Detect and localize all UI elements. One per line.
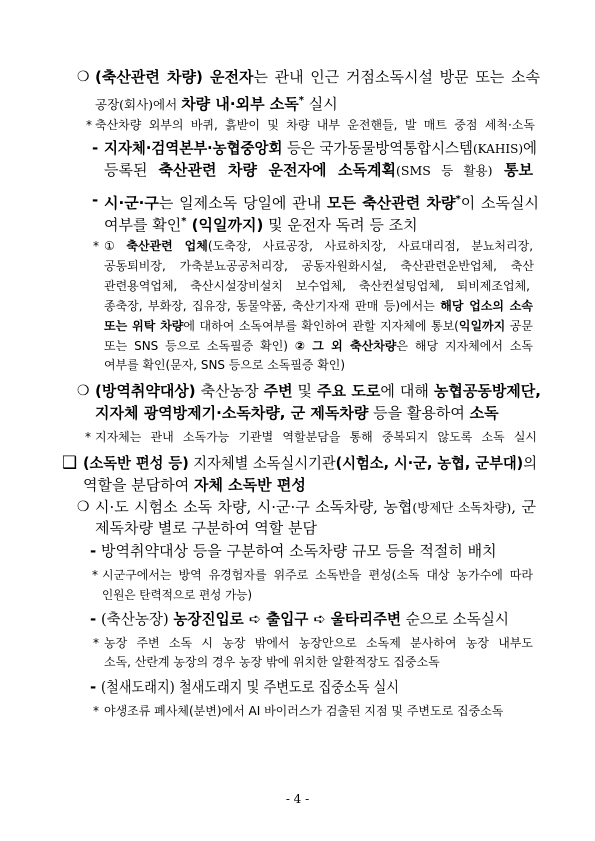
kahis-notice-line-1	[92, 138, 537, 158]
line-text: 축산농장	[195, 382, 264, 400]
line-text: 등은 국가동물방역통합시스템	[282, 139, 473, 157]
team-formation-heading-line-2	[83, 475, 369, 495]
team-staffing-note-line-2	[102, 586, 252, 604]
square-bullet-icon: ❑	[62, 453, 78, 473]
note-text: 여부를 확인(문자, SNS 등으로 소독필증 확인)	[104, 358, 345, 372]
note-text: 공동퇴비장, 가축분뇨공공처리장, 공동자원화시설, 축산관련운반업체, 축산	[104, 259, 534, 273]
note-text: 관련용역업체, 축산시설장비설치 보수업체, 축산컨설팅업체, 퇴비제조업체,	[104, 279, 530, 293]
emphasis-text: 통보	[492, 161, 533, 179]
note-text: 지자체는 관내 소독가능 기관별 역할분담을 통해 중복되지 않도록 소독 실시	[95, 430, 537, 444]
line-text: 공장(회사)에서	[95, 97, 182, 112]
note-asterisk-icon: *	[86, 118, 92, 132]
dash-bullet-icon: -	[92, 139, 99, 157]
line-text: 는 일제소독 당일에 관내	[158, 194, 328, 212]
line-text: 지자체별 소독실시기관	[188, 454, 336, 472]
line-text: (철새도래지) 철새도래지 및 주변도로 집중소독 실시	[101, 678, 399, 696]
circle-bullet-icon: ❍	[77, 499, 90, 515]
emphasis-text: 모든 축산관련 차량	[327, 194, 456, 212]
emphasis-text: (익일까지)	[186, 216, 264, 234]
line-text: (SMS 등 활용)	[396, 163, 493, 178]
note-text: 야생조류 폐사체(분변)에서 AI 바이러스가 검출된 지점 및 주변도로 집중소독	[104, 704, 504, 718]
dash-bullet-icon: -	[90, 542, 97, 560]
circle-bullet-icon: ❍	[77, 69, 90, 85]
footnote-mark: *	[181, 216, 187, 227]
emphasis-text: 익일까지	[458, 319, 506, 333]
line-text: 등을 활용하여	[368, 404, 470, 422]
line-text: , 군	[511, 498, 536, 516]
note-asterisk-icon: *	[85, 430, 91, 444]
team-formation-heading-line-1	[62, 453, 537, 473]
role-sharing-note	[85, 428, 537, 446]
farm-disinfection-note-line-1	[93, 634, 533, 652]
note-text: 소독, 산란계 농장의 경우 농장 밖에 위치한 알환적장도 집중소독	[104, 655, 440, 669]
vehicle-driver-item-line-2	[95, 91, 363, 111]
vehicle-driver-item-line-1	[77, 67, 540, 87]
emphasis-text: 축산관련 차량 운전자에 소독계획	[158, 161, 396, 179]
line-text: 는 관내 인근 거점소독시설 방문 또는 소속	[253, 68, 540, 86]
emphasis-text: ② 그 외 축산차량	[294, 339, 397, 353]
business-check-note-line-1	[93, 237, 534, 255]
dash-bullet-icon: -	[90, 610, 97, 628]
line-text: 제독차량 별로 구분하여 역할 분담	[95, 519, 317, 537]
emphasis-text: 지자체·검역본부·농협중앙회	[104, 139, 283, 157]
note-asterisk-icon: *	[93, 704, 99, 718]
emphasis-text: 소독	[469, 404, 499, 422]
emphasis-text: 농협공동방제단,	[433, 382, 541, 400]
note-text: 은 해당 지자체에서 소독	[396, 339, 533, 353]
emphasis-text: 주변	[263, 382, 293, 400]
emphasis-text: 농장진입로 ➪ 출입구 ➪ 울타리주변	[173, 610, 402, 628]
farm-disinfection-item	[90, 609, 509, 629]
dash-bullet-icon: -	[92, 191, 99, 209]
line-text: 역할을 분담하여	[83, 476, 194, 494]
page-number: - 4 -	[285, 792, 310, 806]
emphasis-text: 차량 내·외부 소독	[181, 95, 299, 113]
emphasis-text: 지자체 광역방제기·소독차량, 군 제독차량	[95, 404, 369, 422]
line-text: 순으로 소독실시	[401, 610, 509, 628]
line-text: 이 소독실시	[460, 194, 539, 212]
emphasis-text: (시험소, 시·군, 농협, 군부대)	[335, 454, 524, 472]
emphasis-text: 시·군·구	[104, 194, 159, 212]
emphasis-text: 자체 소독반 편성	[193, 476, 306, 494]
line-text: (축산농장)	[101, 610, 174, 628]
migratory-bird-site-item	[90, 677, 399, 697]
emphasis-text: 축산관련 업체	[126, 239, 208, 253]
line-text: 시·도 시험소 소독 차량, 시·군·구 소독차량, 농협	[95, 498, 413, 516]
note-asterisk-icon: *	[92, 568, 98, 582]
note-asterisk-icon: *	[93, 636, 99, 650]
line-text: (KAHIS)	[472, 141, 524, 156]
team-staffing-note-line-1	[92, 566, 533, 584]
emphasis-text: (축산관련 차량) 운전자	[95, 68, 254, 86]
farm-disinfection-note-line-2	[104, 653, 503, 671]
local-gov-check-line-2	[104, 212, 445, 232]
line-text: 에 대해	[380, 382, 434, 400]
footnote-mark: *	[455, 194, 461, 205]
note-text: 종축장, 부화장, 집유장, 동물약품, 축산기자재 판매 등)에서는	[104, 299, 441, 313]
note-text: 또는 SNS 등으로 소독필증 확인)	[104, 339, 295, 353]
line-text: 여부를 확인	[104, 216, 182, 234]
line-text: 에	[523, 139, 537, 157]
line-text: 및 운전자 독려 등 조치	[263, 216, 418, 234]
dash-bullet-icon: -	[90, 678, 97, 696]
note-text: 에 대하여 소독여부를 확인하여 관할 지자체에 통보(	[183, 319, 459, 333]
note-text: 시군구에서는 방역 유경험자를 위주로 소독반을 편성(소독 대상 농가수에 따라	[102, 568, 533, 582]
emphasis-text: 주요 도로	[317, 382, 381, 400]
emphasis-text: 해당 업소의 소속	[440, 299, 533, 313]
local-gov-check-line-1	[92, 190, 539, 212]
business-check-note-line-5	[104, 317, 533, 335]
migratory-bird-site-note	[93, 702, 513, 720]
line-text: (방제단 소독차량)	[412, 500, 512, 515]
emphasis-text: (방역취약대상)	[95, 382, 196, 400]
footnote-mark: *	[298, 95, 304, 106]
note-text: ①	[104, 239, 127, 253]
vehicle-placement-item	[90, 541, 512, 561]
business-check-note-line-6	[104, 337, 533, 355]
vulnerable-area-item-line-2	[95, 403, 520, 423]
circle-bullet-icon: ❍	[77, 383, 90, 399]
line-text: 의	[523, 454, 537, 472]
line-text: 실시	[304, 95, 338, 113]
business-check-note-line-3	[104, 277, 530, 295]
business-check-note-line-7	[104, 356, 345, 374]
line-text: 방역취약대상 등을 구분하여 소독차량 규모 등을 적절히 배치	[101, 542, 497, 560]
emphasis-text: 또는 위탁 차량	[104, 319, 184, 333]
vulnerable-area-item-line-1	[77, 381, 541, 401]
kahis-notice-line-2	[104, 160, 533, 180]
business-check-note-line-4	[104, 297, 533, 315]
vehicle-disinfection-note	[86, 116, 535, 134]
note-text: 공문	[505, 319, 533, 333]
note-asterisk-icon: *	[93, 239, 99, 253]
business-check-note-line-2	[104, 257, 534, 275]
note-text: 농장 주변 소독 시 농장 밖에서 농장안으로 소독제 분사하여 농장 내부도	[104, 636, 533, 650]
note-text: (도축장, 사료공장, 사료하치장, 사료대리점, 분뇨처리장,	[207, 239, 534, 253]
emphasis-text: (소독반 편성 등)	[83, 454, 189, 472]
note-text: 인원은 탄력적으로 편성 가능)	[102, 588, 252, 602]
note-text: 축산차량 외부의 바퀴, 흙받이 및 차량 내부 운전핸들, 발 매트 중점 세척·소독	[95, 118, 535, 132]
line-text: 및	[292, 382, 318, 400]
vehicle-role-item-line-1	[77, 497, 536, 517]
line-text: 등록된	[104, 161, 159, 179]
vehicle-role-item-line-2	[95, 518, 317, 538]
